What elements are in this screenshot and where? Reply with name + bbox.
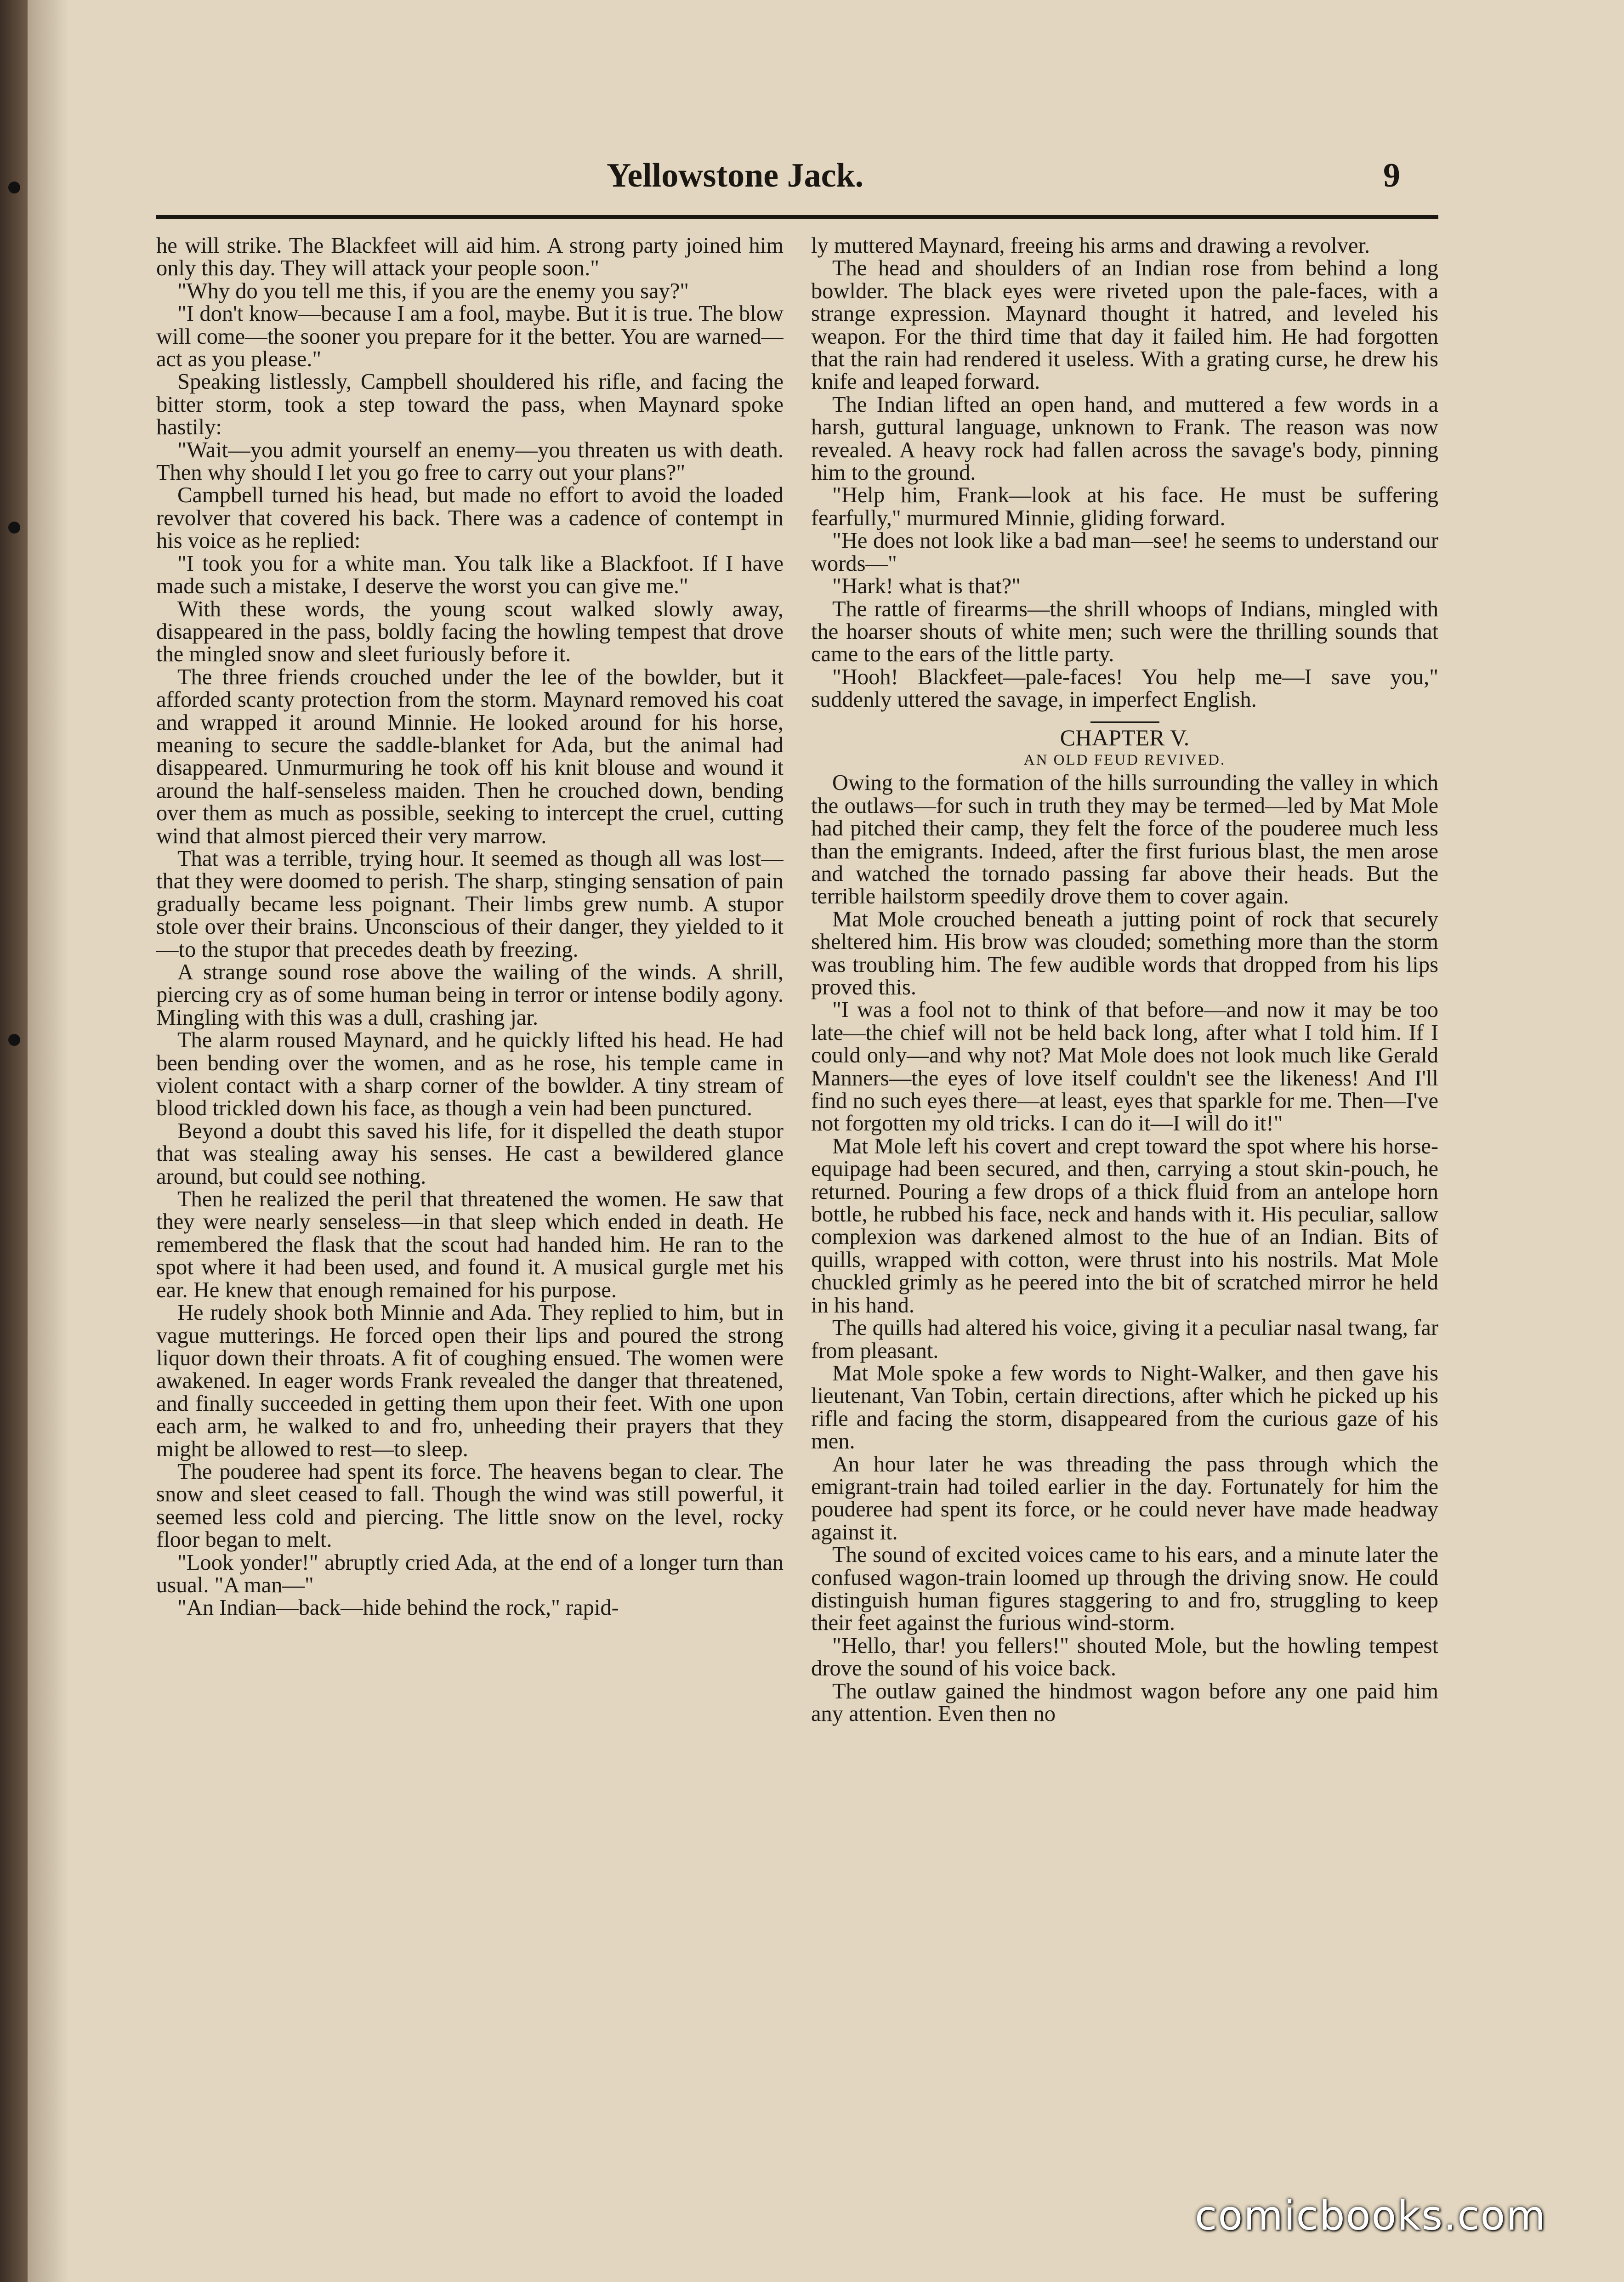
paragraph: The head and shoulders of an Indian rose from behind a long bowlder. The black eyes were riveted upon the pale-faces, with a strange expression. Maynard thought it hatred, and leveled his weapon. For the third time that day it failed him. He had forgotten that the rain had rendered it useless. With a grating curse, he drew his knife and leaped forward. bbox=[811, 256, 1438, 394]
paragraph: "An Indian—back—hide behind the rock," rapid- bbox=[177, 1595, 619, 1620]
paragraph: The alarm roused Maynard, and he quickly lifted his head. He had been bending over the women, and as he rose, his temple came in violent contact with a sharp corner of the bowlder. A tiny stream of blood trickled down his face, as though a vein had been punctured. bbox=[156, 1028, 784, 1121]
page-number: 9 bbox=[1383, 157, 1400, 194]
paragraph: "Help him, Frank—look at his face. He must be suffering fearfully," murmured Minnie, gliding forward. bbox=[811, 483, 1438, 530]
paragraph: Mat Mole left his covert and crept toward the spot where his horse-equipage had been secured, and then, carrying a stout skin-pouch, he returned. Pouring a few drops of a thick fluid from an antelope horn bottle, he rubbed his face, neck and hands with it. His peculiar, sallow complexion was darkened almost to the hue of an Indian. Bits of quills, wrapped with cotton, were thrust into his nostrils. Mat Mole chuckled grimly as he peered into the bit of scratched mirror he held in his hand. bbox=[811, 1134, 1438, 1317]
paragraph: The three friends crouched under the lee of the bowlder, but it afforded scanty protection from the storm. Maynard removed his coat and wrapped it around Minnie. He looked around for his horse, meaning to secure the saddle-blanket for Ada, but the animal had disappeared. Unmurmuring he took off his knit blouse and wound it around the half-senseless maiden. Then he crouched down, bending over them as much as possible, seeking to intercept the cruel, cutting wind that almost pierced their very marrow. bbox=[156, 664, 784, 848]
header-rule bbox=[156, 215, 1438, 219]
paragraph: ly muttered Maynard, freeing his arms and drawing a revolver. bbox=[811, 234, 1370, 258]
paragraph: "Wait—you admit yourself an enemy—you threaten us with death. Then why should I let you go free to carry out your plans?" bbox=[156, 437, 784, 485]
binding-hole bbox=[8, 1034, 20, 1046]
paragraph: The rattle of firearms—the shrill whoops of Indians, mingled with the hoarser shouts of white men; such were the thrilling sounds that came to the ears of the little party. bbox=[811, 596, 1438, 667]
paragraph: A strange sound rose above the wailing of the winds. A shrill, piercing cry as of some human being in terror or intense bodily agony. Mingling with this was a dull, crashing jar. bbox=[156, 960, 784, 1030]
paragraph: Mat Mole spoke a few words to Night-Walker, and then gave his lieutenant, Van Tobin, certain directions, after which he picked up his rifle and facing the storm, disappeared from the curious gaze of his men. bbox=[811, 1361, 1438, 1454]
paragraph: Speaking listlessly, Campbell shouldered his rifle, and facing the bitter storm, took a step toward the pass, when Maynard spoke hastily: bbox=[156, 369, 784, 440]
paragraph: "Hooh! Blackfeet—pale-faces! You help me—I save you," suddenly uttered the savage, in imperfect English. bbox=[811, 664, 1438, 712]
paragraph: Beyond a doubt this saved his life, for it dispelled the death stupor that was stealing away his senses. He cast a bewildered glance around, but could see nothing. bbox=[156, 1118, 784, 1189]
paragraph: The sound of excited voices came to his ears, and a minute later the confused wagon-train loomed up through the driving snow. He could distinguish human figures staggering to and fro, struggling to keep their feet against the furious wind-storm. bbox=[811, 1543, 1438, 1635]
paragraph: "I don't know—because I am a fool, maybe. But it is true. The blow will come—the sooner you prepare for it the better. You are warned—act as you please." bbox=[156, 301, 784, 372]
paragraph: he will strike. The Blackfeet will aid him. A strong party joined him only this day. They will attack your people soon." bbox=[156, 234, 784, 281]
paragraph: The outlaw gained the hindmost wagon before any one paid him any attention. Even then no bbox=[811, 1679, 1438, 1726]
watermark: comicbooks.com bbox=[1195, 2192, 1547, 2239]
running-header-title: Yellowstone Jack. bbox=[607, 157, 864, 194]
paragraph: He rudely shook both Minnie and Ada. They replied to him, but in vague mutterings. He forced open their lips and poured the strong liquor down their throats. A fit of coughing ensued. The women were awakened. In eager words Frank revealed the danger that threatened, and finally succeeded in getting them upon their feet. With one upon each arm, he walked to and fro, unheeding their prayers that they might be allowed to rest—to sleep. bbox=[156, 1300, 784, 1461]
chapter-title: CHAPTER V. bbox=[1060, 724, 1190, 750]
right-column bbox=[811, 234, 1438, 2155]
paragraph: The pouderee had spent its force. The heavens began to clear. The snow and sleet ceased to fall. Though the wind was still powerful, it seemed less cold and piercing. The little snow on the level, rocky floor began to melt. bbox=[156, 1459, 784, 1552]
paragraph: "I took you for a white man. You talk like a Blackfoot. If I have made such a mistake, I deserve the worst you can give me." bbox=[156, 551, 784, 599]
book-spine bbox=[0, 0, 28, 2282]
right-column-bottom bbox=[811, 772, 1438, 1725]
paragraph: An hour later he was threading the pass through which the emigrant-train had toiled earlier in the day. Fortunately for him the pouderee had spent its force, or he could never have made headway against it. bbox=[811, 1452, 1438, 1544]
paragraph: "He does not look like a bad man—see! he seems to understand our words—" bbox=[811, 528, 1438, 576]
paragraph: "Why do you tell me this, if you are the enemy you say?" bbox=[177, 278, 689, 303]
paragraph: Campbell turned his head, but made no effort to avoid the loaded revolver that covered his back. There was a cadence of contempt in his voice as he replied: bbox=[156, 483, 784, 553]
chapter-subtitle: AN OLD FEUD REVIVED. bbox=[1023, 751, 1226, 768]
paragraph: Owing to the formation of the hills surrounding the valley in which the outlaws—for such in truth they may be termed—led by Mat Mole had pitched their camp, they felt the force of the pouderee much less than the emigrants. Indeed, after the first furious blast, the men arose and watched the tornado passing far above their heads. But the terrible hailstorm speedily drove them to cover again. bbox=[811, 771, 1438, 909]
binding-hole bbox=[8, 522, 20, 534]
paragraph: With these words, the young scout walked slowly away, disappeared in the pass, boldly facing the howling tempest that drove the mingled snow and sleet furiously before it. bbox=[156, 596, 784, 667]
paragraph: The quills had altered his voice, giving it a peculiar nasal twang, far from pleasant. bbox=[811, 1316, 1438, 1363]
right-column-top bbox=[811, 234, 1438, 711]
paragraph: Mat Mole crouched beneath a jutting point of rock that securely sheltered him. His brow was clouded; something more than the storm was troubling him. The few audible words that dropped from his lips proved this. bbox=[811, 907, 1438, 999]
binding-hole bbox=[8, 182, 20, 193]
left-column bbox=[156, 234, 784, 2155]
paragraph: Then he realized the peril that threatened the women. He saw that they were nearly senseless—in that sleep which ended in death. He remembered the flask that the scout had handed him. He ran to the spot where it had been used, and found it. A musical gurgle met his ear. He knew that enough remained for his purpose. bbox=[156, 1187, 784, 1302]
paragraph: "Hello, thar! you fellers!" shouted Mole, but the howling tempest drove the sound of his voice back. bbox=[811, 1633, 1438, 1681]
paragraph: That was a terrible, trying hour. It seemed as though all was lost—that they were doomed to perish. The sharp, stinging sensation of pain gradually became less poignant. Their limbs grew numb. A stupor stole over their brains. Unconscious of their danger, they yielded to it—to the stupor that precedes death by freezing. bbox=[156, 846, 784, 962]
paragraph: "I was a fool not to think of that before—and now it may be too late—the chief will not be held back long, after what I told him. If I could only—and why not? Mat Mole does not look much like Gerald Manners—the eyes of love itself couldn't see the likeness! And I'll find no such eyes there—at least, eyes that sparkle for me. Then—I've not forgotten my old tricks. I can do it—I will do it!" bbox=[811, 998, 1438, 1136]
paragraph: "Hark! what is that?" bbox=[832, 574, 1021, 599]
chapter-divider bbox=[1090, 721, 1159, 723]
paragraph: "Look yonder!" abruptly cried Ada, at the end of a longer turn than usual. "A man—" bbox=[156, 1550, 784, 1597]
paragraph: The Indian lifted an open hand, and muttered a few words in a harsh, guttural language, unknown to Frank. The reason was now revealed. A heavy rock had fallen across the savage's body, pinning him to the ground. bbox=[811, 392, 1438, 485]
